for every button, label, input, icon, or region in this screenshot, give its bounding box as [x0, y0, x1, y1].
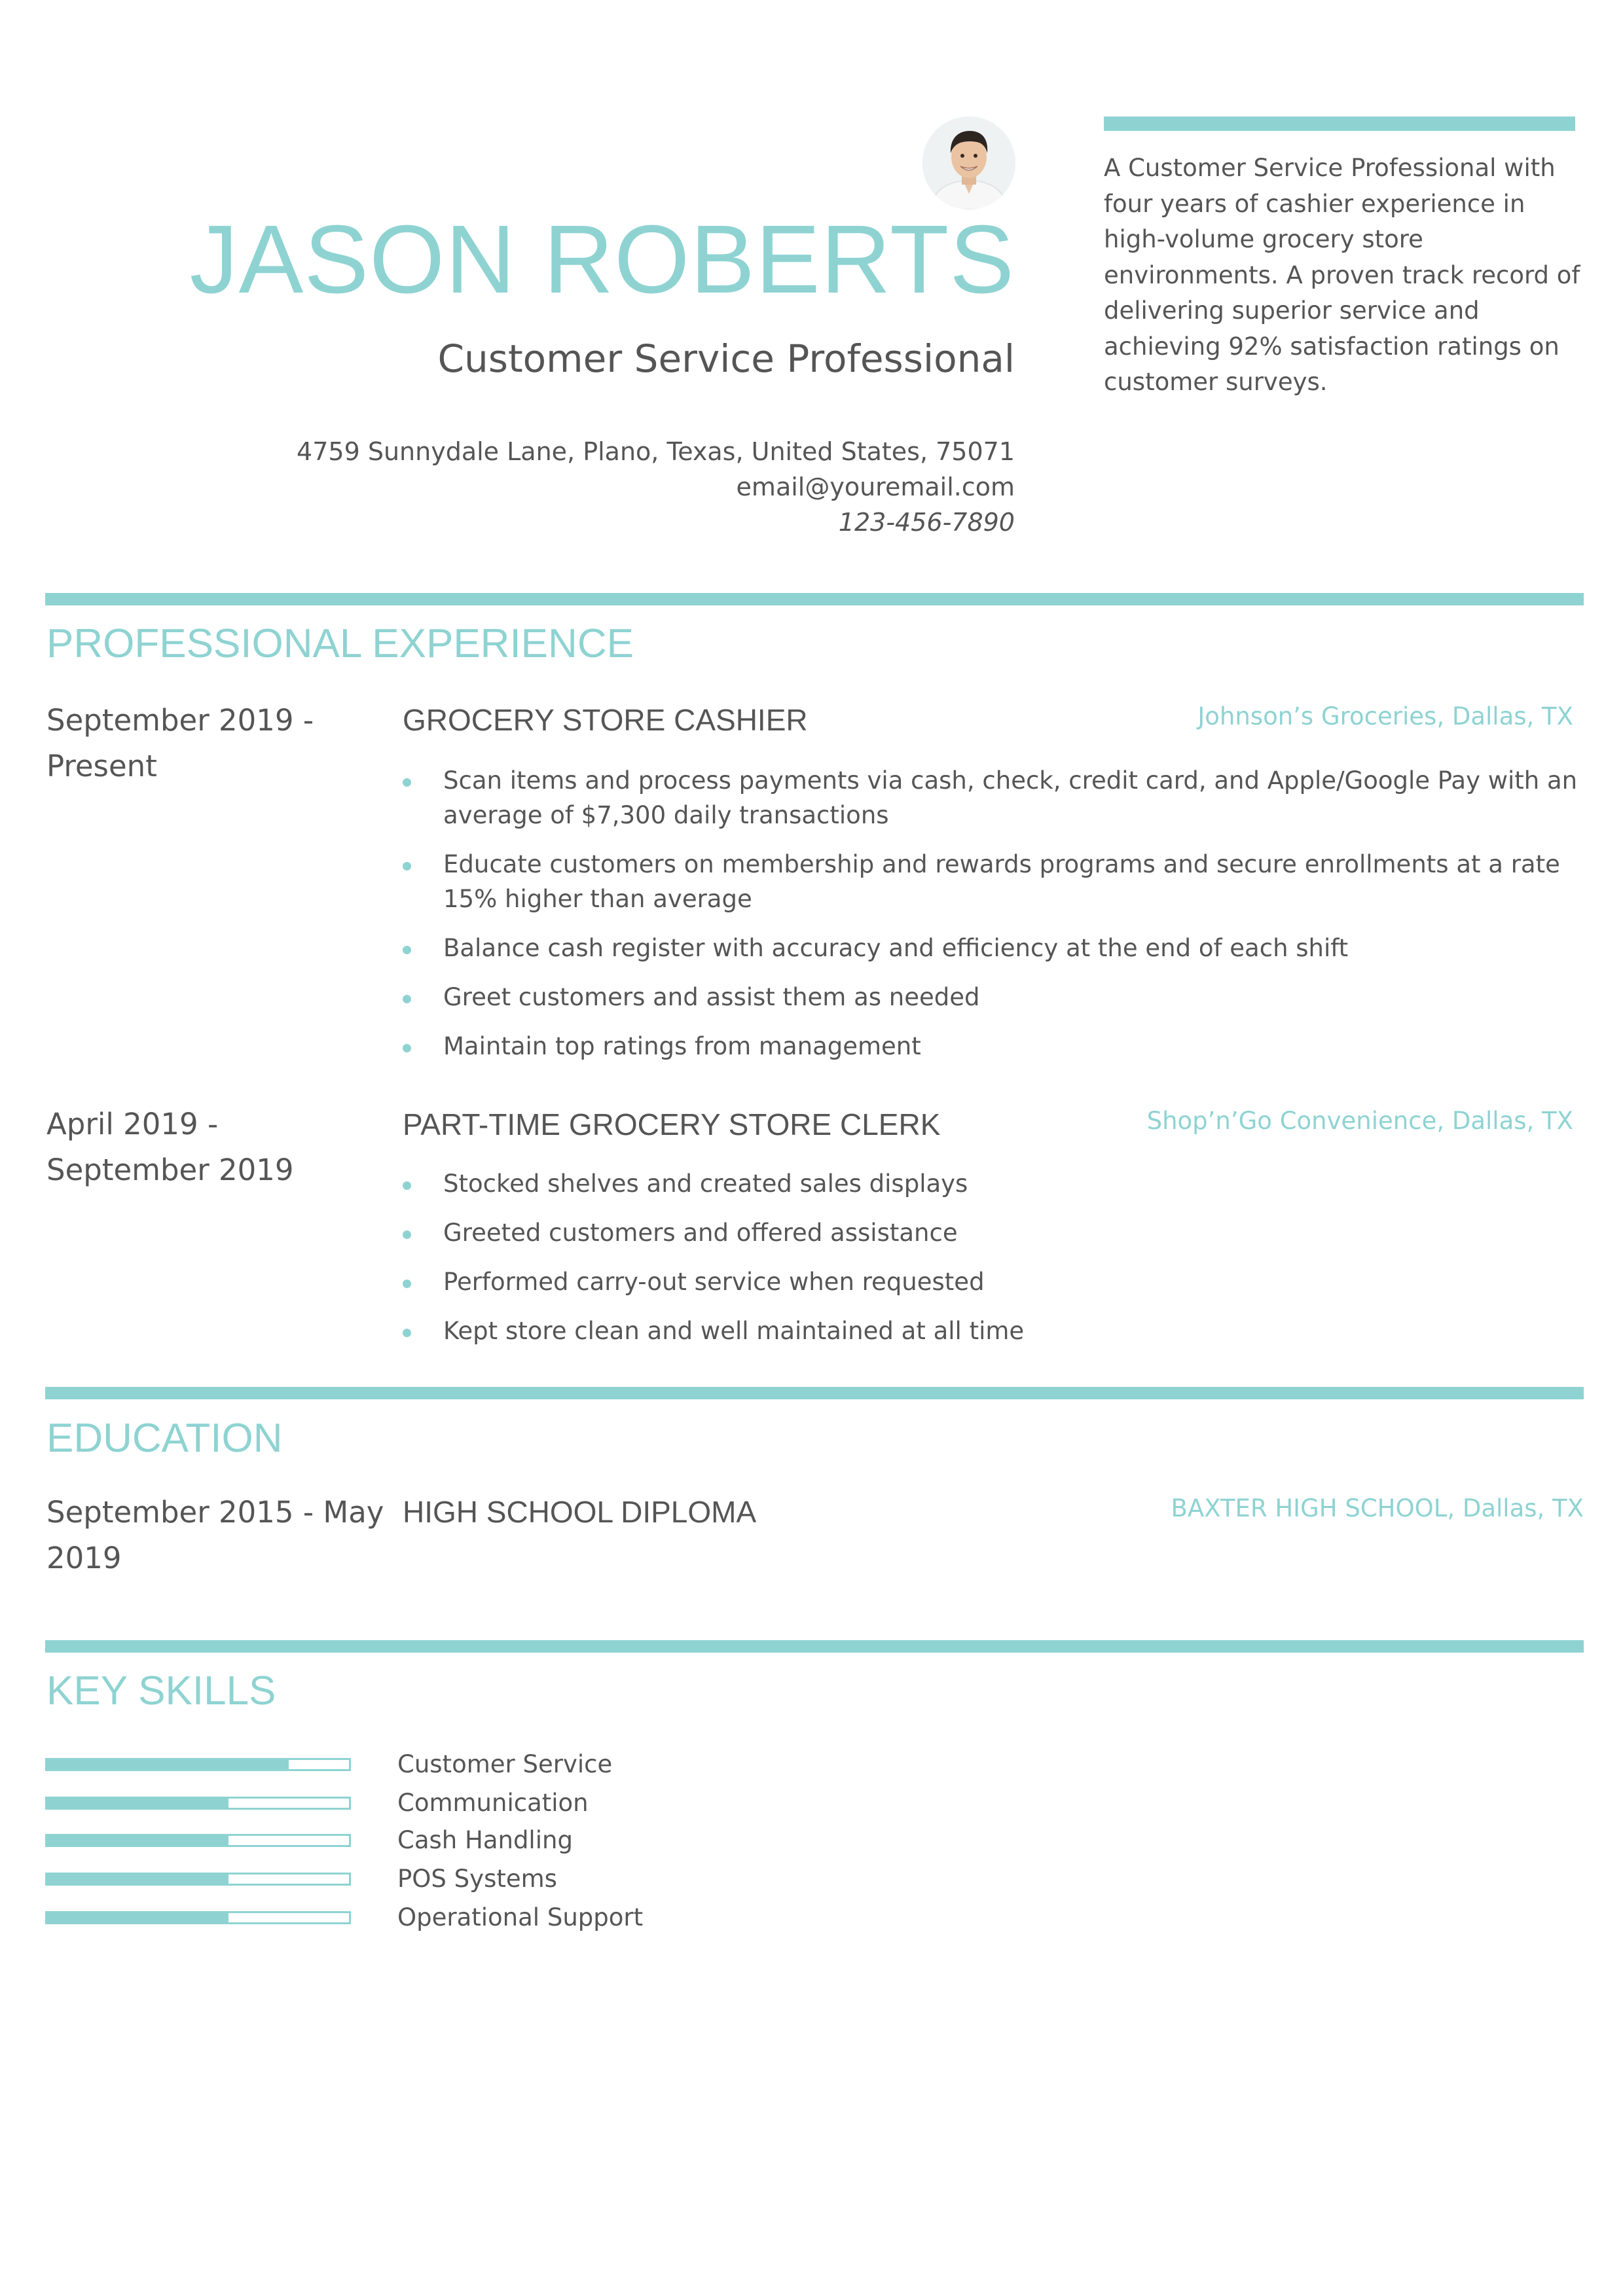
skill-level-fill — [47, 1913, 228, 1922]
avatar — [922, 117, 1015, 209]
job-title: PART-TIME GROCERY STORE CLERK — [403, 1107, 941, 1141]
skill-level-bar — [45, 1911, 351, 1924]
education-school: BAXTER HIGH SCHOOL, Dallas, TX — [1171, 1494, 1584, 1522]
job-bullets — [403, 1166, 1588, 1363]
experience-divider — [45, 593, 1584, 605]
bullet-dot-icon — [403, 946, 411, 954]
skill-name: Operational Support — [397, 1903, 644, 1931]
summary-divider — [1104, 117, 1575, 131]
contact-phone: 123-456-7890 — [838, 508, 1015, 537]
bullet-dot-icon — [403, 995, 411, 1003]
contact-email: email@youremail.com — [736, 473, 1015, 501]
bullet-dot-icon — [403, 1181, 411, 1190]
skill-level-bar — [45, 1834, 351, 1847]
skill-name: Customer Service — [397, 1750, 613, 1778]
contact-address: 4759 Sunnydale Lane, Plano, Texas, United States, 75071 — [297, 437, 1015, 466]
skill-row — [45, 1786, 634, 1824]
job-dates: September 2019 - Present — [46, 703, 314, 783]
list-item: Stocked shelves and created sales displays — [403, 1166, 1588, 1201]
candidate-title: Customer Service Professional — [437, 336, 1015, 381]
bullet-dot-icon — [403, 1230, 411, 1239]
skill-level-fill — [47, 1836, 228, 1845]
education-divider — [45, 1387, 1584, 1399]
list-item: Greet customers and assist them as needed — [403, 980, 1588, 1014]
skill-row — [45, 1748, 634, 1785]
bullet-dot-icon — [403, 862, 411, 870]
candidate-name: JASON ROBERTS — [189, 206, 1015, 314]
bullet-dot-icon — [403, 1280, 411, 1288]
skills-heading: KEY SKILLS — [46, 1668, 276, 1713]
skill-row — [45, 1901, 644, 1939]
job-company: Shop’n’Go Convenience, Dallas, TX — [1146, 1107, 1573, 1135]
job-title: GROCERY STORE CASHIER — [403, 703, 808, 737]
bullet-dot-icon — [403, 1044, 411, 1052]
skills-divider — [45, 1640, 1584, 1653]
skill-level-fill — [47, 1799, 228, 1808]
skill-name: Communication — [397, 1789, 589, 1817]
list-item: Educate customers on membership and rewards programs and secure enrollments at a rate 15% higher than average — [403, 847, 1588, 916]
skill-level-fill — [47, 1874, 228, 1884]
experience-heading: PROFESSIONAL EXPERIENCE — [46, 621, 634, 666]
education-dates: September 2015 - May 2019 — [46, 1495, 384, 1575]
skill-row — [45, 1862, 634, 1900]
avatar-photo-icon — [922, 117, 1015, 209]
job-bullets — [403, 763, 1588, 1078]
list-item: Kept store clean and well maintained at all time — [403, 1314, 1588, 1348]
education-degree: HIGH SCHOOL DIPLOMA — [403, 1495, 757, 1529]
bullet-dot-icon — [403, 1329, 411, 1337]
skill-level-bar — [45, 1797, 351, 1810]
skill-level-fill — [47, 1760, 289, 1769]
list-item: Scan items and process payments via cash, check, credit card, and Apple/Google Pay with an average of $7,300 daily transactions — [403, 763, 1588, 833]
skill-level-bar — [45, 1873, 351, 1886]
skill-row — [45, 1823, 634, 1861]
skill-name: POS Systems — [397, 1865, 557, 1893]
list-item: Balance cash register with accuracy and efficiency at the end of each shift — [403, 931, 1588, 965]
summary-text: A Customer Service Professional with four years of cashier experience in high-volume grocery store environments. A proven track record of delivering superior service and achieving 92% satisfaction ratings on customer surveys. — [1104, 154, 1580, 396]
list-item: Greeted customers and offered assistance — [403, 1215, 1588, 1250]
job-dates: April 2019 - September 2019 — [46, 1107, 294, 1187]
job-company: Johnson’s Groceries, Dallas, TX — [1197, 702, 1573, 730]
education-heading: EDUCATION — [46, 1416, 283, 1461]
list-item: Performed carry-out service when requested — [403, 1265, 1588, 1299]
skill-level-bar — [45, 1758, 351, 1771]
skill-name: Cash Handling — [397, 1826, 573, 1854]
list-item: Maintain top ratings from management — [403, 1029, 1588, 1064]
bullet-dot-icon — [403, 778, 411, 787]
